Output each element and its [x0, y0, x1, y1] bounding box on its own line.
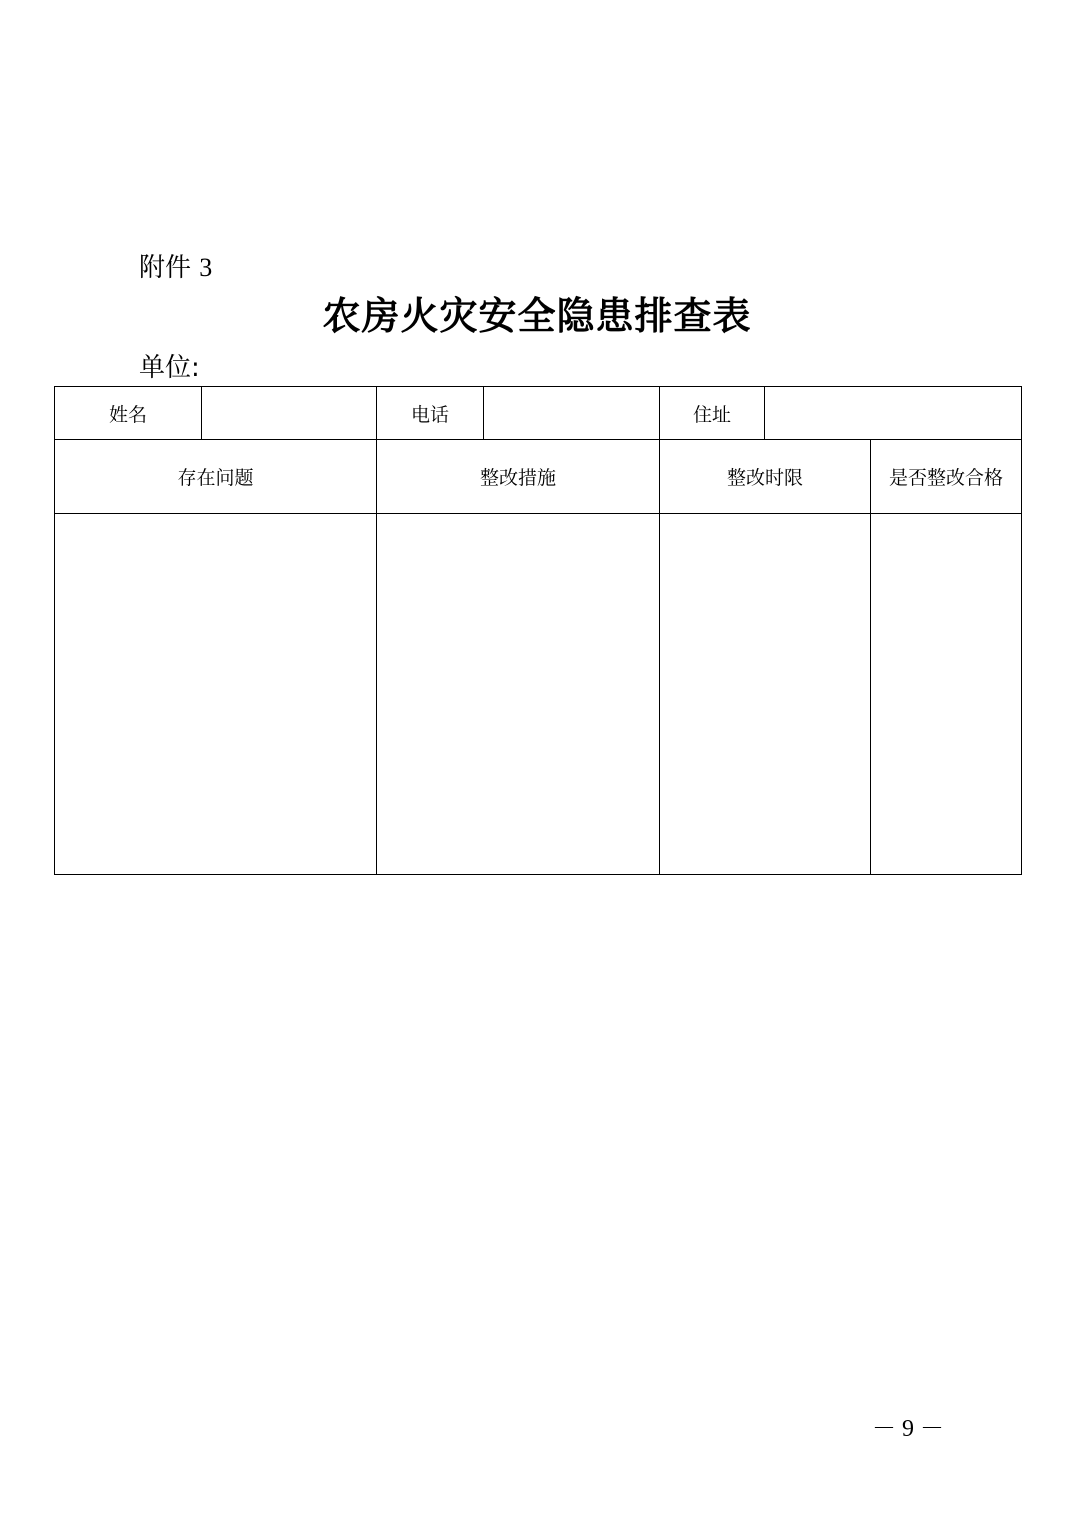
column-header-measures: 整改措施 [377, 440, 660, 514]
phone-label: 电话 [377, 387, 484, 440]
address-label: 住址 [660, 387, 765, 440]
page-title: 农房火灾安全隐患排查表 [322, 293, 752, 338]
issues-cell[interactable] [55, 514, 377, 875]
measures-cell[interactable] [377, 514, 660, 875]
table-row [55, 514, 1022, 875]
unit-line [139, 350, 400, 386]
column-header-deadline: 整改时限 [660, 440, 871, 514]
deadline-cell[interactable] [660, 514, 871, 875]
info-row [55, 387, 1022, 440]
unit-label: 单位 [139, 353, 192, 383]
name-field[interactable] [202, 387, 377, 440]
column-header-issues: 存在问题 [55, 440, 377, 514]
name-label: 姓名 [55, 387, 202, 440]
qualified-cell[interactable] [871, 514, 1022, 875]
unit-colon: : [191, 353, 200, 383]
phone-field[interactable] [484, 387, 660, 440]
attachment-label-text: 附件 [139, 253, 192, 283]
inspection-form-table [54, 386, 1022, 875]
attachment-number: 3 [199, 253, 213, 282]
column-header-row [55, 440, 1022, 514]
page-number: － 9 － [872, 1416, 944, 1442]
address-field[interactable] [765, 387, 1022, 440]
attachment-label [139, 250, 212, 286]
column-header-qualified: 是否整改合格 [871, 440, 1022, 514]
